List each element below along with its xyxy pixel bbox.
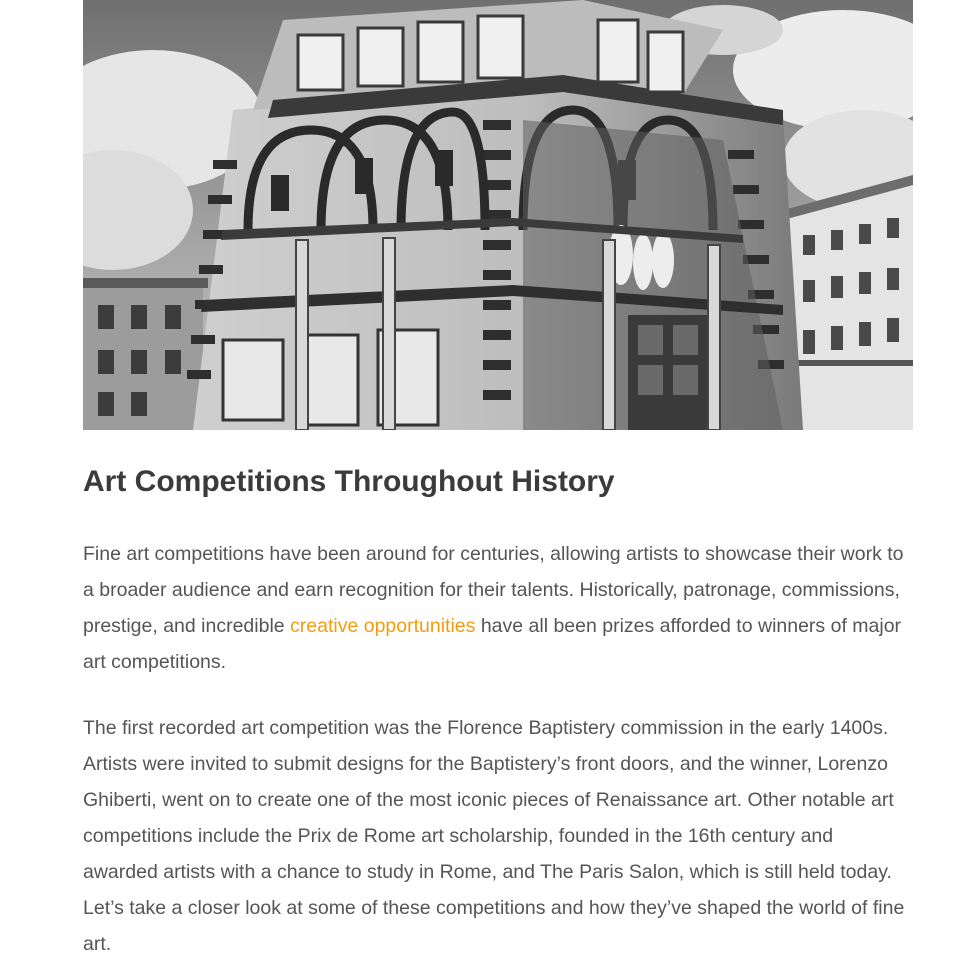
paragraph-1-text-end: have all been prizes afforded to winners of major art competitions. (83, 615, 902, 673)
hero-image (83, 0, 913, 430)
creative-opportunities-link[interactable]: creative opportunities (290, 615, 476, 637)
paragraph-1-text-start: Fine art competitions have been around for centuries, allowing artists to showcase their work to a broader audience and earn recognition for their talents. Historically, patronage, commissions, prestige, and incredible (83, 543, 904, 637)
article-title: Art Competitions Throughout History (83, 465, 615, 498)
baptistery-photo (83, 0, 913, 430)
article-paragraph-2: The first recorded art competition was the Florence Baptistery commission in the early 1400s. Artists were invited to submit designs for the Baptistery’s front doors, and the winner, Lorenzo Ghiberti, went on to create one of the most iconic pieces of Renaissance art. Other notable art competitions include the Prix de Rome art scholarship, founded in the 16th century and awarded artists with a chance to study in Rome, and The Paris Salon, which is still held today. Let’s take a closer look at some of these competitions and how they’ve shaped the world of fine art. (83, 717, 905, 955)
article-paragraph-1 (83, 536, 913, 680)
